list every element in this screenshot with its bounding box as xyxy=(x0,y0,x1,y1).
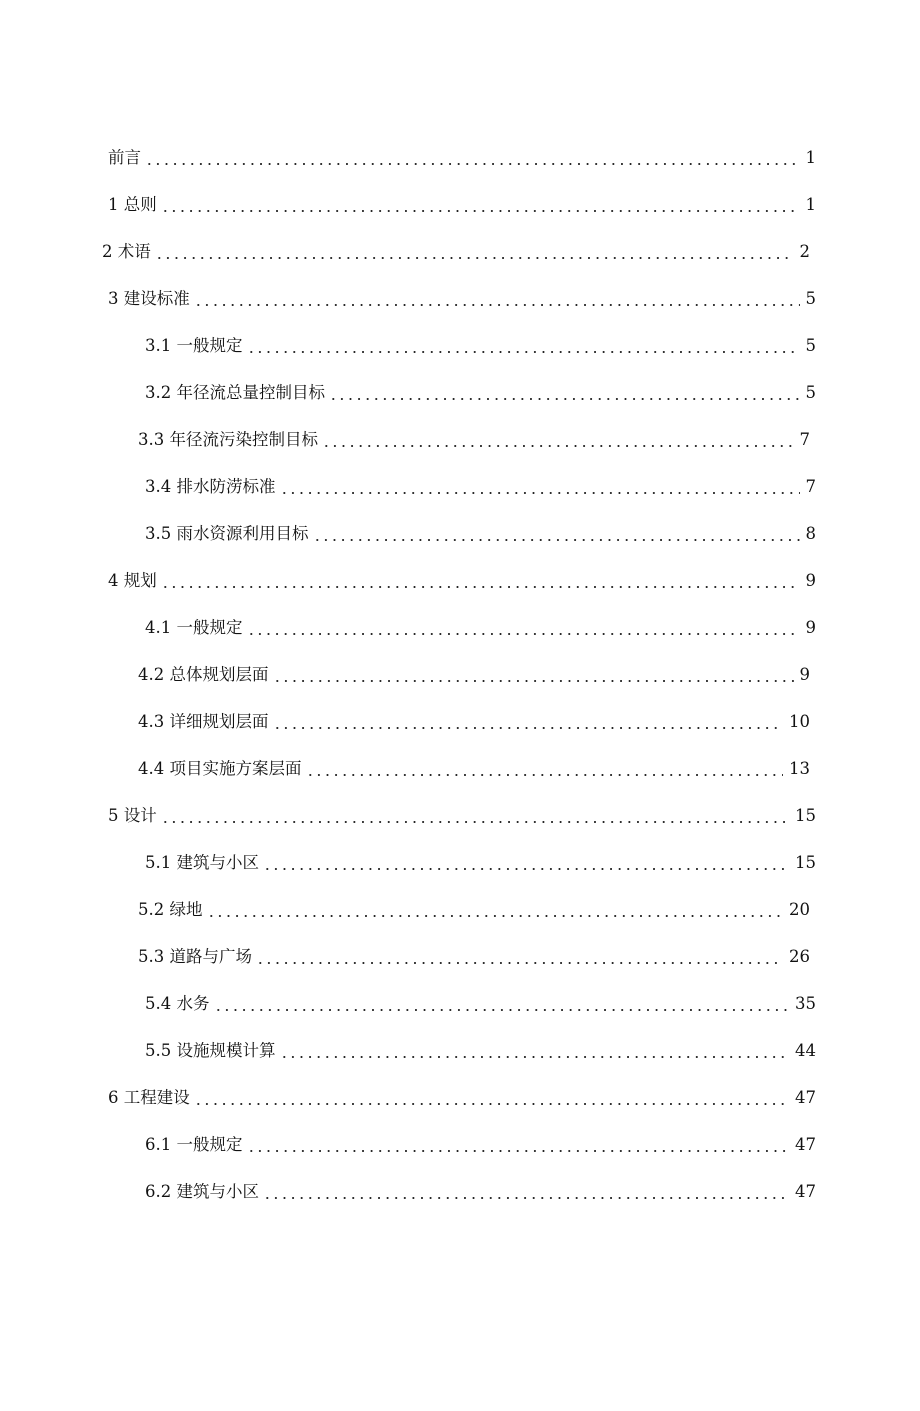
toc-entry[interactable] xyxy=(138,756,810,782)
toc-entry-page: 20 xyxy=(789,900,810,919)
toc-entry-page: 1 xyxy=(805,148,816,167)
toc-entry-title: 4.4 项目实施方案层面 xyxy=(138,759,302,778)
toc-entry-page: 1 xyxy=(805,195,816,214)
toc-entry-page: 7 xyxy=(799,430,810,449)
toc-entry-title: 前言 xyxy=(108,148,141,167)
toc-dot-leader xyxy=(263,850,789,876)
toc-dot-leader xyxy=(194,286,800,312)
toc-entry[interactable] xyxy=(138,944,810,970)
toc-entry-title: 3.1 一般规定 xyxy=(145,336,243,355)
toc-entry-title: 5 设计 xyxy=(108,806,157,825)
toc-entry[interactable] xyxy=(108,192,816,218)
toc-dot-leader xyxy=(313,521,800,547)
toc-entry[interactable] xyxy=(145,991,816,1017)
toc-entry[interactable] xyxy=(145,1179,816,1205)
toc-entry[interactable] xyxy=(102,239,810,265)
toc-dot-leader xyxy=(322,427,794,453)
toc-entry[interactable] xyxy=(108,803,816,829)
toc-entry[interactable] xyxy=(145,1038,816,1064)
toc-dot-leader xyxy=(161,568,800,594)
toc-entry-title: 2 术语 xyxy=(102,242,151,261)
toc-dot-leader xyxy=(247,615,800,641)
toc-dot-leader xyxy=(214,991,790,1017)
toc-entry[interactable] xyxy=(138,897,810,923)
toc-entry-page: 13 xyxy=(789,759,810,778)
toc-dot-leader xyxy=(145,145,800,171)
toc-entry-title: 6.1 一般规定 xyxy=(145,1135,243,1154)
toc-entry-page: 47 xyxy=(795,1088,816,1107)
toc-entry[interactable] xyxy=(145,615,816,641)
toc-entry-title: 3.5 雨水资源利用目标 xyxy=(145,524,309,543)
toc-dot-leader xyxy=(247,333,800,359)
toc-entry-title: 5.1 建筑与小区 xyxy=(145,853,259,872)
toc-entry[interactable] xyxy=(145,850,816,876)
toc-dot-leader xyxy=(161,192,800,218)
toc-entry-page: 5 xyxy=(805,383,816,402)
toc-dot-leader xyxy=(280,1038,790,1064)
toc-entry-page: 5 xyxy=(805,289,816,308)
toc-entry-title: 6.2 建筑与小区 xyxy=(145,1182,259,1201)
toc-entry-page: 26 xyxy=(789,947,810,966)
toc-entry-page: 2 xyxy=(799,242,810,261)
toc-entry[interactable] xyxy=(138,662,810,688)
toc-entry-page: 47 xyxy=(795,1135,816,1154)
toc-entry-title: 4 规划 xyxy=(108,571,157,590)
toc-entry-page: 8 xyxy=(805,524,816,543)
toc-entry-page: 5 xyxy=(805,336,816,355)
toc-entry-page: 47 xyxy=(795,1182,816,1201)
toc-entry-page: 15 xyxy=(795,806,816,825)
toc-entry-title: 5.3 道路与广场 xyxy=(138,947,252,966)
toc-entry[interactable] xyxy=(145,1132,816,1158)
toc-entry-title: 1 总则 xyxy=(108,195,157,214)
toc-entry-page: 44 xyxy=(795,1041,816,1060)
toc-dot-leader xyxy=(161,803,789,829)
toc-dot-leader xyxy=(329,380,800,406)
toc-entry-title: 4.1 一般规定 xyxy=(145,618,243,637)
toc-entry-title: 3 建设标准 xyxy=(108,289,190,308)
toc-entry[interactable] xyxy=(145,521,816,547)
toc-entry-page: 7 xyxy=(805,477,816,496)
toc-entry-page: 10 xyxy=(789,712,810,731)
toc-dot-leader xyxy=(273,662,794,688)
toc-entry-page: 9 xyxy=(799,665,810,684)
toc-dot-leader xyxy=(273,709,784,735)
toc-entry-title: 3.3 年径流污染控制目标 xyxy=(138,430,318,449)
toc-entry-page: 35 xyxy=(795,994,816,1013)
toc-entry-title: 6 工程建设 xyxy=(108,1088,190,1107)
toc-entry-page: 15 xyxy=(795,853,816,872)
toc-entry[interactable] xyxy=(108,1085,816,1111)
toc-entry[interactable] xyxy=(138,427,810,453)
toc-entry-page: 9 xyxy=(805,618,816,637)
toc-entry[interactable] xyxy=(138,709,810,735)
toc-dot-leader xyxy=(194,1085,789,1111)
toc-entry-title: 4.2 总体规划层面 xyxy=(138,665,269,684)
toc-dot-leader xyxy=(155,239,794,265)
toc-entry-title: 3.4 排水防涝标准 xyxy=(145,477,276,496)
toc-entry[interactable] xyxy=(145,333,816,359)
toc-dot-leader xyxy=(306,756,784,782)
toc-dot-leader xyxy=(256,944,783,970)
toc-dot-leader xyxy=(263,1179,789,1205)
toc-entry[interactable] xyxy=(145,474,816,500)
toc-entry[interactable] xyxy=(108,286,816,312)
toc-entry-title: 4.3 详细规划层面 xyxy=(138,712,269,731)
toc-entry-title: 5.2 绿地 xyxy=(138,900,203,919)
toc-entry-title: 5.4 水务 xyxy=(145,994,210,1013)
toc-dot-leader xyxy=(247,1132,790,1158)
toc-entry[interactable] xyxy=(108,568,816,594)
toc-entry[interactable] xyxy=(108,145,816,171)
toc-entry-title: 5.5 设施规模计算 xyxy=(145,1041,276,1060)
toc-entry-title: 3.2 年径流总量控制目标 xyxy=(145,383,325,402)
toc-dot-leader xyxy=(207,897,784,923)
toc-entry[interactable] xyxy=(145,380,816,406)
toc-dot-leader xyxy=(280,474,800,500)
toc-entry-page: 9 xyxy=(805,571,816,590)
